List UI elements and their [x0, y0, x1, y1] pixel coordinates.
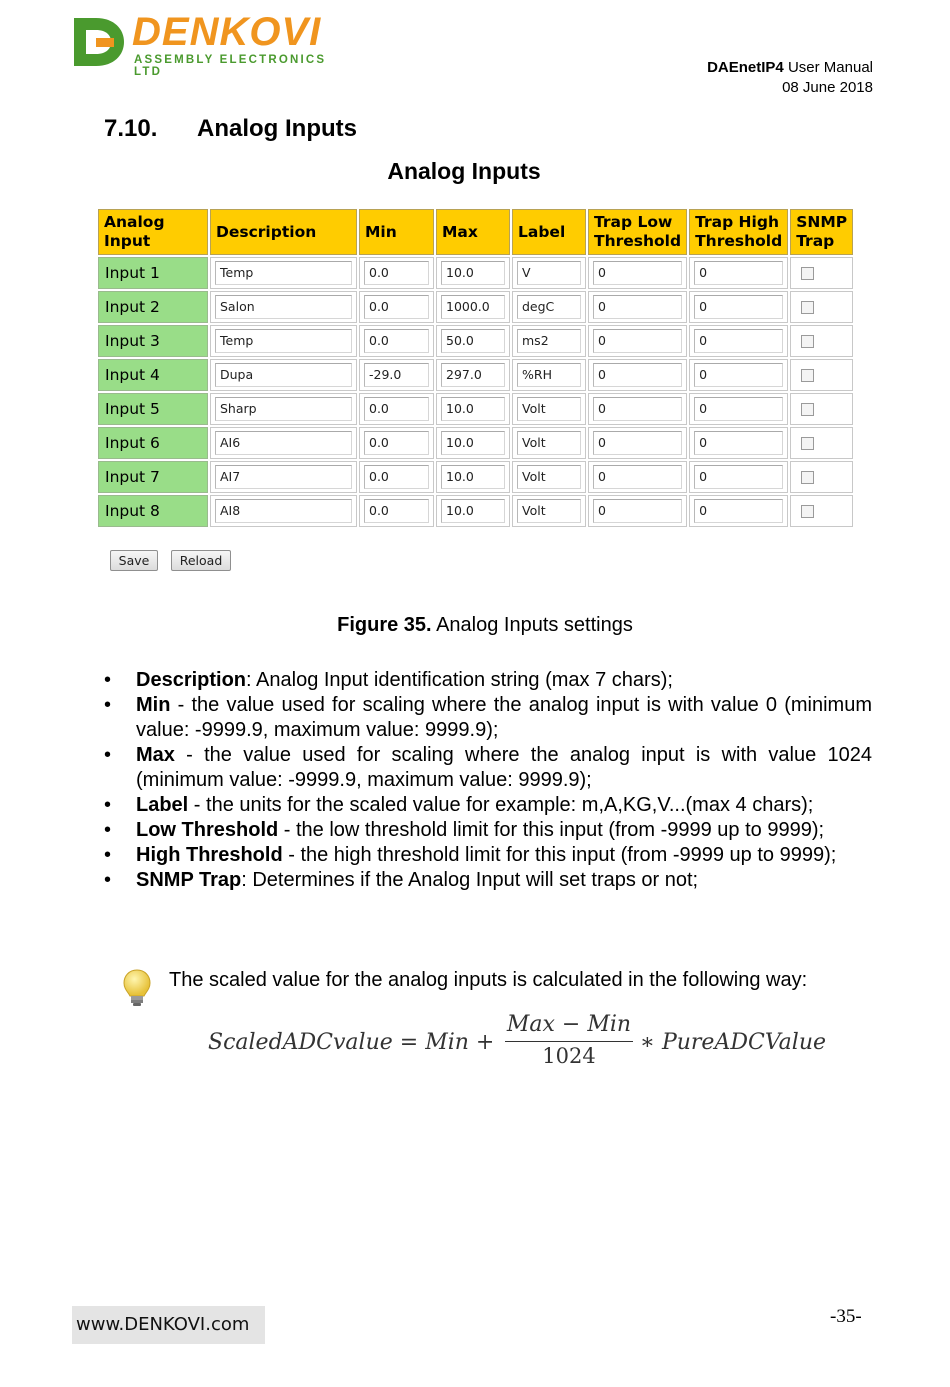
trap-high-input-cell [689, 461, 788, 493]
snmp-trap-checkbox-cell [790, 461, 853, 493]
manual-date: 08 June 2018 [782, 79, 873, 96]
trap-high-input[interactable]: 0 [694, 363, 783, 387]
trap-high-input[interactable]: 0 [694, 261, 783, 285]
min-input-cell [359, 427, 434, 459]
input-name: Input 8 [98, 495, 208, 527]
ui-page-title: Analog Inputs [387, 158, 541, 184]
col-max: Max [436, 209, 510, 255]
description-input-cell [210, 291, 357, 323]
description-input-cell [210, 325, 357, 357]
col-label: Label [512, 209, 586, 255]
min-input-cell [359, 257, 434, 289]
max-input[interactable]: 10.0 [441, 499, 505, 523]
snmp-trap-checkbox-cell [790, 291, 853, 323]
max-input[interactable]: 297.0 [441, 363, 505, 387]
min-input[interactable]: 0.0 [364, 465, 429, 489]
min-input-cell [359, 393, 434, 425]
min-input-cell [359, 495, 434, 527]
trap-low-input-cell [588, 291, 687, 323]
trap-high-input[interactable]: 0 [694, 431, 783, 455]
min-input-cell [359, 325, 434, 357]
manual-title [707, 58, 873, 78]
formula-numerator: Max − Min [505, 1012, 633, 1042]
trap-high-input[interactable]: 0 [694, 295, 783, 319]
trap-low-input[interactable]: 0 [593, 295, 682, 319]
col-description: Description [210, 209, 357, 255]
min-input[interactable]: 0.0 [364, 431, 429, 455]
product-name: DAEnetIP4 [707, 59, 784, 76]
input-name: Input 3 [98, 325, 208, 357]
list-item-text: - the low threshold limit for this input (from -9999 up to 9999); [278, 819, 825, 841]
col-min: Min [359, 209, 434, 255]
label-input-cell [512, 495, 586, 527]
label-input-cell [512, 461, 586, 493]
note-text: The scaled value for the analog inputs is calculated in the following way: [169, 969, 808, 991]
max-input[interactable]: 1000.0 [441, 295, 505, 319]
figure-text: Analog Inputs settings [436, 614, 633, 636]
list-item-term: SNMP Trap [136, 869, 242, 891]
description-input-cell [210, 427, 357, 459]
table-row [98, 461, 853, 493]
list-item-text: - the value used for scaling where the analog input is with value 0 (minimum value: -9999.9, maximum value: 9999.9); [136, 694, 872, 741]
list-item-term: Max [136, 744, 175, 766]
description-input[interactable]: AI8 [215, 499, 352, 523]
list-item [104, 743, 872, 793]
trap-high-input-cell [689, 325, 788, 357]
max-input-cell [436, 257, 510, 289]
snmp-trap-checkbox[interactable] [801, 267, 814, 280]
trap-low-input-cell [588, 325, 687, 357]
label-input-cell [512, 359, 586, 391]
description-input[interactable]: Dupa [215, 363, 352, 387]
figure-caption [0, 614, 950, 637]
figure-number: Figure 35. [337, 614, 432, 636]
max-input-cell [436, 291, 510, 323]
trap-high-input[interactable]: 0 [694, 499, 783, 523]
snmp-trap-checkbox[interactable] [801, 301, 814, 314]
table-row [98, 393, 853, 425]
max-input-cell [436, 393, 510, 425]
snmp-trap-checkbox[interactable] [801, 437, 814, 450]
trap-low-input[interactable]: 0 [593, 465, 682, 489]
description-input[interactable]: AI6 [215, 431, 352, 455]
min-input[interactable]: 0.0 [364, 295, 429, 319]
list-item [104, 868, 872, 893]
field-description-list [104, 668, 872, 893]
trap-high-input-cell [689, 495, 788, 527]
list-item-term: Min [136, 694, 171, 716]
list-item-text: - the units for the scaled value for example: m,A,KG,V...(max 4 chars); [188, 794, 814, 816]
description-input-cell [210, 393, 357, 425]
reload-button[interactable]: Reload [171, 550, 231, 571]
snmp-trap-checkbox-cell [790, 257, 853, 289]
trap-high-input-cell [689, 427, 788, 459]
list-item [104, 818, 872, 843]
max-input-cell [436, 427, 510, 459]
label-input-cell [512, 257, 586, 289]
snmp-trap-checkbox-cell [790, 495, 853, 527]
min-input[interactable]: 0.0 [364, 261, 429, 285]
description-input-cell [210, 359, 357, 391]
trap-low-input[interactable]: 0 [593, 261, 682, 285]
trap-high-input[interactable]: 0 [694, 329, 783, 353]
snmp-trap-checkbox-cell [790, 393, 853, 425]
input-name: Input 5 [98, 393, 208, 425]
description-input-cell [210, 461, 357, 493]
page-number: -35- [830, 1306, 862, 1327]
lightbulb-icon [121, 968, 153, 1008]
trap-high-input-cell [689, 359, 788, 391]
input-name: Input 6 [98, 427, 208, 459]
snmp-trap-checkbox[interactable] [801, 403, 814, 416]
logo-name: DENKOVI [132, 10, 322, 54]
trap-low-input[interactable]: 0 [593, 363, 682, 387]
max-input-cell [436, 325, 510, 357]
max-input[interactable]: 10.0 [441, 465, 505, 489]
table-row [98, 291, 853, 323]
list-item-text: : Determines if the Analog Input will set traps or not; [241, 869, 699, 891]
table-row [98, 495, 853, 527]
snmp-trap-checkbox-cell [790, 427, 853, 459]
label-input[interactable]: %RH [517, 363, 581, 387]
description-input[interactable]: Salon [215, 295, 352, 319]
max-input-cell [436, 359, 510, 391]
description-input-cell [210, 257, 357, 289]
snmp-trap-checkbox[interactable] [801, 471, 814, 484]
min-input[interactable]: 0.0 [364, 329, 429, 353]
snmp-trap-checkbox[interactable] [801, 505, 814, 518]
trap-low-input-cell [588, 393, 687, 425]
list-item-term: Low Threshold [136, 819, 279, 841]
max-input-cell [436, 495, 510, 527]
input-name: Input 1 [98, 257, 208, 289]
description-input[interactable]: Temp [215, 261, 352, 285]
list-item-text: - the high threshold limit for this input (from -9999 up to 9999); [282, 844, 837, 866]
trap-high-input-cell [689, 393, 788, 425]
section-number: 7.10. [104, 115, 158, 142]
min-input-cell [359, 461, 434, 493]
max-input-cell [436, 461, 510, 493]
trap-low-input[interactable]: 0 [593, 397, 682, 421]
snmp-trap-checkbox-cell [790, 359, 853, 391]
scaling-formula [208, 1012, 848, 1082]
trap-high-input[interactable]: 0 [694, 465, 783, 489]
list-item-text: : Analog Input identification string (max 7 chars); [246, 669, 673, 691]
max-input[interactable]: 10.0 [441, 397, 505, 421]
analog-inputs-table [96, 207, 855, 529]
trap-low-input-cell [588, 359, 687, 391]
max-input[interactable]: 50.0 [441, 329, 505, 353]
label-input[interactable]: Volt [517, 465, 581, 489]
table-row [98, 257, 853, 289]
snmp-trap-checkbox-cell [790, 325, 853, 357]
min-input-cell [359, 359, 434, 391]
col-trap-low: Trap Low Threshold [588, 209, 687, 255]
max-input[interactable]: 10.0 [441, 431, 505, 455]
table-row [98, 325, 853, 357]
input-name: Input 2 [98, 291, 208, 323]
list-item [104, 793, 872, 818]
list-item [104, 693, 872, 743]
description-input[interactable]: AI7 [215, 465, 352, 489]
list-item [104, 843, 872, 868]
logo-tagline: ASSEMBLY ELECTRONICS LTD [134, 54, 327, 78]
footer-website[interactable]: www.DENKOVI.com [72, 1306, 265, 1344]
description-input[interactable]: Temp [215, 329, 352, 353]
snmp-trap-checkbox[interactable] [801, 369, 814, 382]
trap-low-input-cell [588, 257, 687, 289]
save-button[interactable]: Save [110, 550, 158, 571]
trap-low-input-cell [588, 461, 687, 493]
label-input-cell [512, 393, 586, 425]
max-input[interactable]: 10.0 [441, 261, 505, 285]
trap-low-input-cell [588, 427, 687, 459]
description-input-cell [210, 495, 357, 527]
label-input[interactable]: Volt [517, 431, 581, 455]
description-input[interactable]: Sharp [215, 397, 352, 421]
snmp-trap-checkbox[interactable] [801, 335, 814, 348]
trap-high-input-cell [689, 291, 788, 323]
label-input[interactable]: ms2 [517, 329, 581, 353]
label-input-cell [512, 325, 586, 357]
trap-high-input[interactable]: 0 [694, 397, 783, 421]
min-input-cell [359, 291, 434, 323]
list-item [104, 668, 872, 693]
document-header [707, 58, 873, 98]
manual-label: User Manual [787, 59, 873, 76]
input-name: Input 7 [98, 461, 208, 493]
table-row [98, 359, 853, 391]
label-input[interactable]: V [517, 261, 581, 285]
trap-low-input-cell [588, 495, 687, 527]
min-input[interactable]: 0.0 [364, 397, 429, 421]
denkovi-logo [70, 10, 330, 78]
trap-low-input[interactable]: 0 [593, 329, 682, 353]
col-analog-input: Analog Input [98, 209, 208, 255]
section-title: Analog Inputs [197, 115, 357, 142]
trap-high-input-cell [689, 257, 788, 289]
table-header-row [98, 209, 853, 255]
label-input[interactable]: Volt [517, 397, 581, 421]
min-input[interactable]: -29.0 [364, 363, 429, 387]
list-item-term: Description [136, 669, 247, 691]
formula-right: ∗ PureADCValue [640, 1030, 827, 1055]
trap-low-input[interactable]: 0 [593, 431, 682, 455]
logo-d-icon [70, 14, 126, 70]
list-item-text: - the value used for scaling where the analog input is with value 1024 (minimum value: -9999.9, maximum value: 9999.9); [136, 744, 872, 791]
trap-low-input[interactable]: 0 [593, 499, 682, 523]
label-input-cell [512, 291, 586, 323]
label-input-cell [512, 427, 586, 459]
list-item-term: Label [136, 794, 189, 816]
col-trap-high: Trap High Threshold [689, 209, 788, 255]
label-input[interactable]: degC [517, 295, 581, 319]
list-item-term: High Threshold [136, 844, 283, 866]
label-input[interactable]: Volt [517, 499, 581, 523]
formula-fraction [505, 1012, 633, 1068]
min-input[interactable]: 0.0 [364, 499, 429, 523]
formula-left: ScaledADCvalue = Min + [208, 1030, 495, 1055]
table-row [98, 427, 853, 459]
formula-denominator: 1024 [542, 1044, 596, 1068]
col-snmp-trap: SNMP Trap [790, 209, 853, 255]
input-name: Input 4 [98, 359, 208, 391]
